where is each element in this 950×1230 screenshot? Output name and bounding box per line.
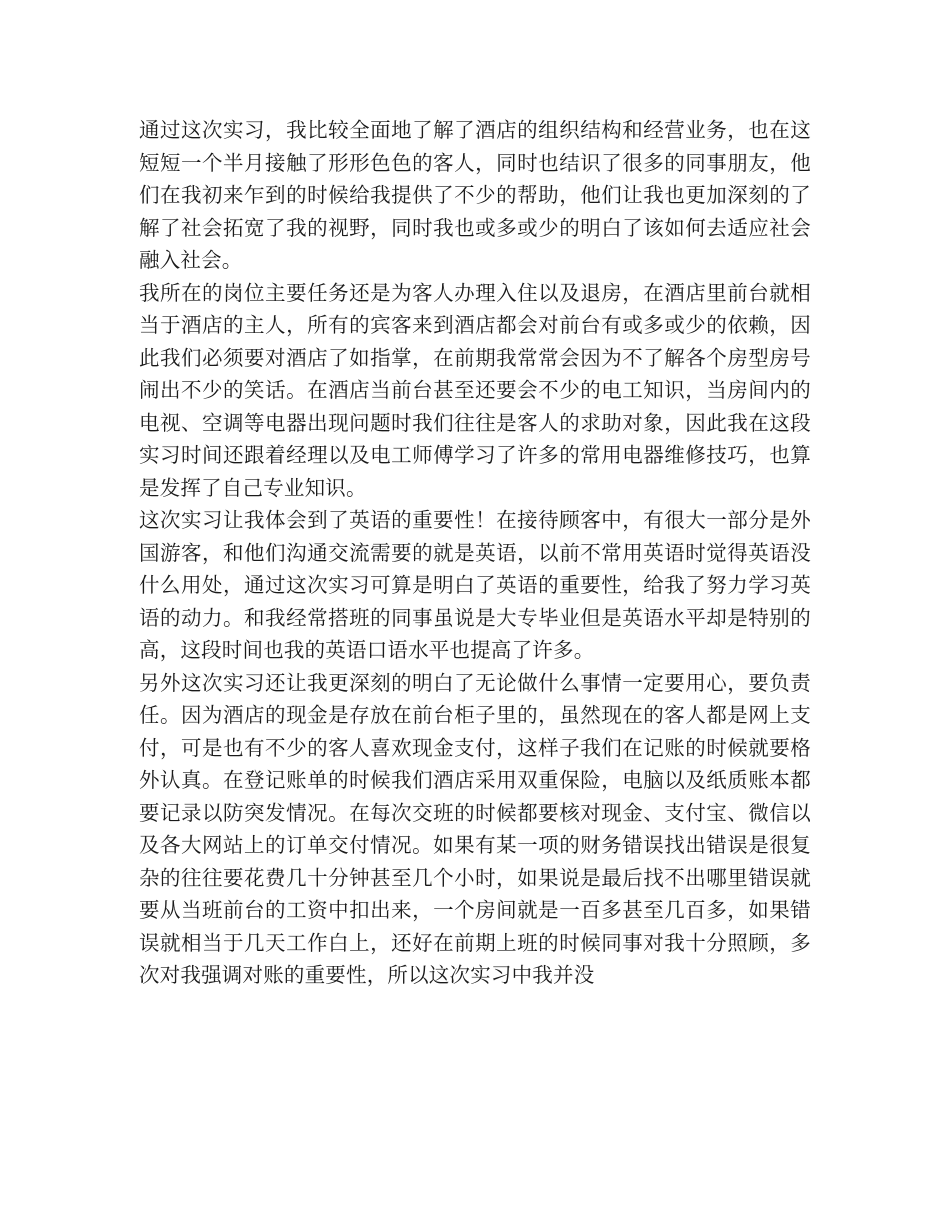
paragraph-1: 通过这次实习，我比较全面地了解了酒店的组织结构和经营业务，也在这短短一个半月接触了形形色色的客人，同时也结识了很多的同事朋友，他们在我初来乍到的时候给我提供了不少的帮助，他们让我也更加深刻的了解了社会拓宽了我的视野，同时我也或多或少的明白了该如何去适应社会融入社会。 [139, 118, 811, 272]
document-body [139, 114, 811, 992]
paragraph-4: 另外这次实习还让我更深刻的明白了无论做什么事情一定要用心，要负责任。因为酒店的现金是存放在前台柜子里的，虽然现在的客人都是网上支付，可是也有不少的客人喜欢现金支付，这样子我们在记账的时候就要格外认真。在登记账单的时候我们酒店采用双重保险，电脑以及纸质账本都要记录以防突发情况。在每次交班的时候都要核对现金、支付宝、微信以及各大网站上的订单交付情况。如果有某一项的财务错误找出错误是很复杂的往往要花费几十分钟甚至几个小时，如果说是最后找不出哪里错误就要从当班前台的工资中扣出来，一个房间就是一百多甚至几百多，如果错误就相当于几天工作白上，还好在前期上班的时候同事对我十分照顾，多次对我强调对账的重要性，所以这次实习中我并没 [139, 670, 811, 987]
paragraph-2: 我所在的岗位主要任务还是为客人办理入住以及退房，在酒店里前台就相当于酒店的主人，所有的宾客来到酒店都会对前台有或多或少的依赖，因此我们必须要对酒店了如指掌，在前期我常常会因为不了解各个房型房号闹出不少的笑话。在酒店当前台甚至还要会不少的电工知识，当房间内的电视、空调等电器出现问题时我们往往是客人的求助对象，因此我在这段实习时间还跟着经理以及电工师傅学习了许多的常用电器维修技巧，也算是发挥了自己专业知识。 [139, 280, 811, 500]
paragraph-3: 这次实习让我体会到了英语的重要性！在接待顾客中，有很大一部分是外国游客，和他们沟通交流需要的就是英语，以前不常用英语时觉得英语没什么用处，通过这次实习可算是明白了英语的重要性，给我了努力学习英语的动力。和我经常搭班的同事虽说是大专毕业但是英语水平却是特别的高，这段时间也我的英语口语水平也提高了许多。 [139, 508, 811, 662]
